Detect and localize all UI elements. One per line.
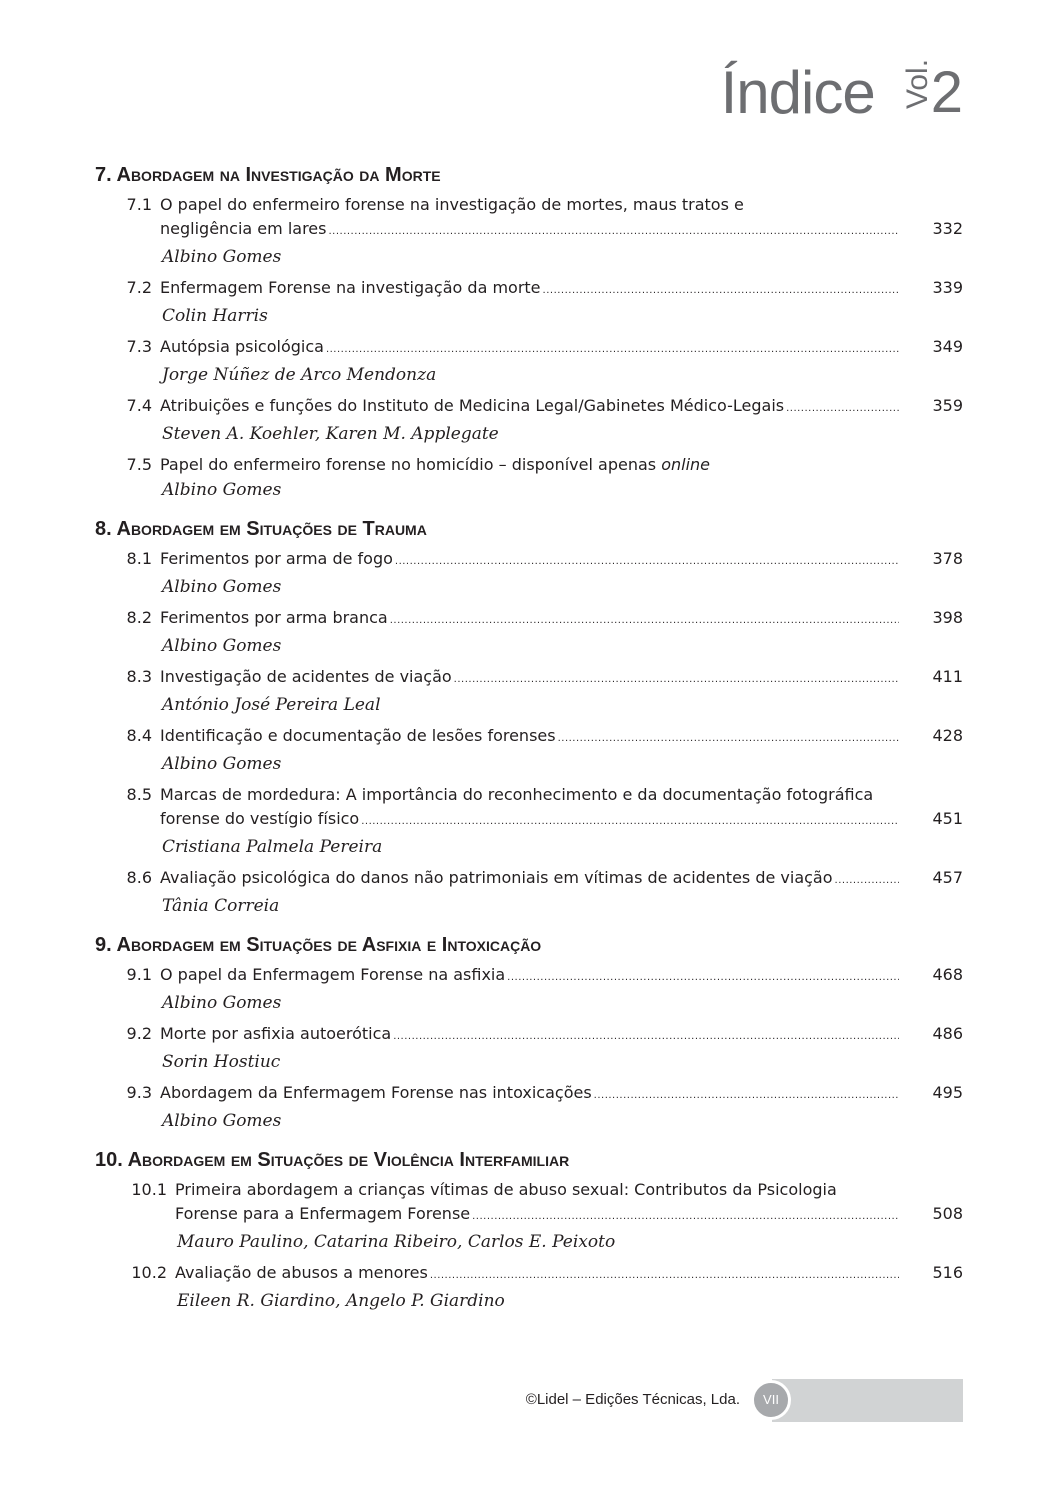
- entry-title-line1: Marcas de mordedura: A importância do reconhecimento e da documentação fotográfica: [160, 785, 874, 804]
- page-number: 411: [932, 667, 963, 686]
- entry-number: 7.2: [126, 278, 152, 297]
- entry-number: 9.3: [126, 1083, 152, 1102]
- entry-title: Forense para a Enfermagem Forense: [175, 1204, 471, 1223]
- leader-dots: [395, 550, 899, 574]
- entry-title: Enfermagem Forense na investigação da morte: [160, 278, 541, 297]
- page-number: 468: [932, 965, 963, 984]
- entry-number: 10.1: [131, 1180, 167, 1199]
- entry-number: 8.1: [126, 549, 152, 568]
- entry-author: Albino Gomes: [162, 577, 282, 597]
- entry-author: Steven A. Koehler, Karen M. Applegate: [162, 424, 499, 444]
- toc-entry[interactable]: [95, 335, 963, 388]
- toc-entry[interactable]: [95, 1022, 963, 1075]
- entry-number: 7.1: [126, 195, 152, 214]
- entry-number: 10.2: [131, 1263, 167, 1282]
- page-number: 332: [932, 219, 963, 238]
- toc-section: [95, 934, 963, 1134]
- toc-entry[interactable]: [95, 963, 963, 1016]
- toc-entry[interactable]: [95, 1261, 963, 1314]
- entry-number: 8.2: [126, 608, 152, 627]
- toc-section: [95, 518, 963, 919]
- entry-title: Abordagem da Enfermagem Forense nas intoxicações: [160, 1083, 592, 1102]
- entry-number: 7.5: [126, 455, 152, 474]
- toc-entry[interactable]: [95, 193, 963, 270]
- entry-number: 7.3: [126, 337, 152, 356]
- entry-title: Papel do enfermeiro forense no homicídio – disponível apenas: [160, 455, 657, 474]
- entry-number: 8.6: [126, 868, 152, 887]
- page-number: 428: [932, 726, 963, 745]
- entry-number: 9.1: [126, 965, 152, 984]
- leader-dots: [594, 1084, 899, 1108]
- entry-number: 7.4: [126, 396, 152, 415]
- page-number: 457: [932, 868, 963, 887]
- entry-author: Albino Gomes: [162, 1111, 282, 1131]
- page-number: 339: [932, 278, 963, 297]
- entry-author: Albino Gomes: [162, 247, 282, 267]
- entry-title: Investigação de acidentes de viação: [160, 667, 452, 686]
- leader-dots: [472, 1205, 899, 1229]
- entry-title: Avaliação de abusos a menores: [175, 1263, 428, 1282]
- leader-dots: [328, 220, 899, 244]
- page-footer: [0, 1379, 1057, 1423]
- leader-dots: [393, 1025, 899, 1049]
- entry-title-italic: online: [661, 455, 711, 474]
- page-header: [721, 52, 963, 132]
- toc-section: [95, 1149, 963, 1314]
- toc-entry[interactable]: [95, 1081, 963, 1134]
- entry-author: Sorin Hostiuc: [162, 1052, 281, 1072]
- section-title: 8. Abordagem em Situações de Trauma: [95, 518, 427, 540]
- leader-dots: [390, 609, 899, 633]
- leader-dots: [543, 279, 899, 303]
- toc-section: [95, 164, 963, 503]
- toc-entry[interactable]: [95, 866, 963, 919]
- entry-title: Ferimentos por arma branca: [160, 608, 388, 627]
- page-number: 486: [932, 1024, 963, 1043]
- volume-label: Vol.: [900, 58, 934, 109]
- page-number: 378: [932, 549, 963, 568]
- entry-title: Atribuições e funções do Instituto de Medicina Legal/Gabinetes Médico-Legais: [160, 396, 785, 415]
- entry-author: Tânia Correia: [162, 896, 280, 916]
- leader-dots: [361, 810, 899, 834]
- entry-title: O papel da Enfermagem Forense na asfixia: [160, 965, 506, 984]
- section-title: 7. Abordagem na Investigação da Morte: [95, 164, 441, 186]
- toc-entry[interactable]: [95, 394, 963, 447]
- page-number: 451: [932, 809, 963, 828]
- toc-entry[interactable]: [95, 724, 963, 777]
- leader-dots: [326, 338, 899, 362]
- entry-number: 9.2: [126, 1024, 152, 1043]
- entry-author: Albino Gomes: [162, 480, 282, 500]
- table-of-contents: [95, 164, 963, 1329]
- page-number: 398: [932, 608, 963, 627]
- entry-title: forense do vestígio físico: [160, 809, 360, 828]
- entry-title: Morte por asfixia autoerótica: [160, 1024, 392, 1043]
- page-number-badge: VII: [751, 1380, 791, 1420]
- footer-bar: [772, 1379, 963, 1422]
- leader-dots: [835, 869, 899, 893]
- leader-dots: [507, 966, 899, 990]
- entry-number: 8.4: [126, 726, 152, 745]
- leader-dots: [430, 1264, 899, 1288]
- entry-title: Avaliação psicológica do danos não patrimoniais em vítimas de acidentes de viação: [160, 868, 833, 887]
- toc-entry[interactable]: [95, 1178, 963, 1255]
- entry-author: Mauro Paulino, Catarina Ribeiro, Carlos E. Peixoto: [177, 1232, 616, 1252]
- page-number: 359: [932, 396, 963, 415]
- page-title: Índice: [720, 58, 875, 126]
- section-title: 9. Abordagem em Situações de Asfixia e Intoxicação: [95, 934, 542, 956]
- entry-title: Ferimentos por arma de fogo: [160, 549, 393, 568]
- entry-title-line1: Primeira abordagem a crianças vítimas de abuso sexual: Contributos da Psicologia: [175, 1180, 837, 1199]
- leader-dots: [786, 397, 899, 421]
- entry-author: Eileen R. Giardino, Angelo P. Giardino: [177, 1291, 505, 1311]
- entry-author: Jorge Núñez de Arco Mendonza: [162, 365, 437, 385]
- entry-number: 8.5: [126, 785, 152, 804]
- entry-title: Identificação e documentação de lesões forenses: [160, 726, 556, 745]
- entry-number: 8.3: [126, 667, 152, 686]
- entry-title: negligência em lares: [160, 219, 327, 238]
- volume-number: 2: [930, 59, 963, 125]
- page-number: 349: [932, 337, 963, 356]
- page-number: 508: [932, 1204, 963, 1223]
- toc-entry[interactable]: [95, 547, 963, 600]
- entry-author: António José Pereira Leal: [162, 695, 381, 715]
- leader-dots: [454, 668, 899, 692]
- entry-author: Cristiana Palmela Pereira: [162, 837, 383, 857]
- page-number: 495: [932, 1083, 963, 1102]
- entry-author: Colin Harris: [162, 306, 268, 326]
- toc-entry[interactable]: [95, 453, 963, 503]
- toc-entry[interactable]: [95, 783, 963, 860]
- entry-title: Autópsia psicológica: [160, 337, 324, 356]
- entry-title-line1: O papel do enfermeiro forense na investigação de mortes, maus tratos e: [160, 195, 744, 214]
- page-number: 516: [932, 1263, 963, 1282]
- leader-dots: [558, 727, 899, 751]
- toc-entry[interactable]: [95, 665, 963, 718]
- toc-entry[interactable]: [95, 276, 963, 329]
- entry-author: Albino Gomes: [162, 636, 282, 656]
- toc-entry[interactable]: [95, 606, 963, 659]
- footer-copyright: ©Lidel – Edições Técnicas, Lda.: [525, 1391, 740, 1408]
- entry-author: Albino Gomes: [162, 993, 282, 1013]
- section-title: 10. Abordagem em Situações de Violência Interfamiliar: [95, 1149, 570, 1171]
- entry-author: Albino Gomes: [162, 754, 282, 774]
